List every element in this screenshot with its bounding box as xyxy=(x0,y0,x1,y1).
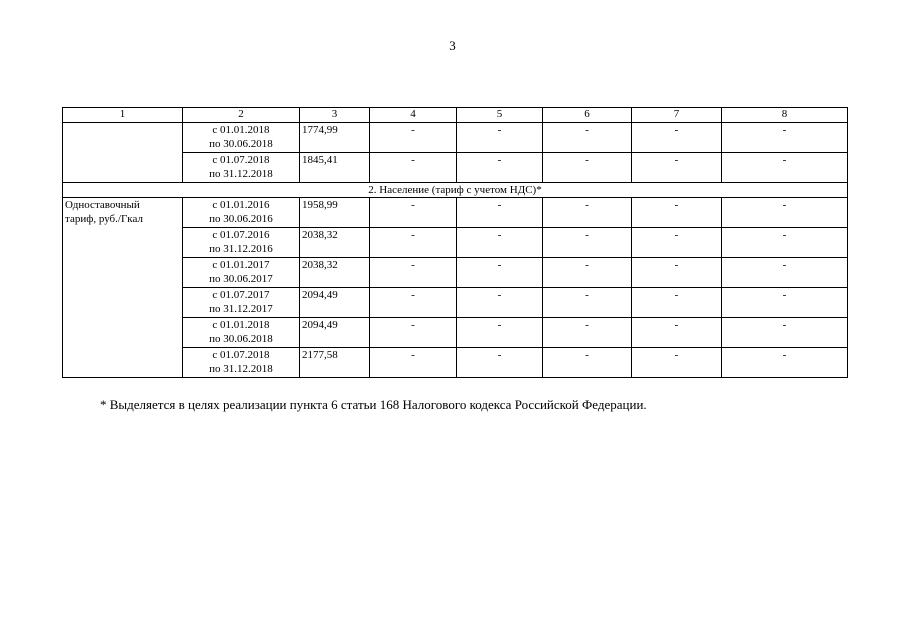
value-cell: 2177,58 xyxy=(300,348,370,378)
dash-cell: - xyxy=(722,198,848,228)
dash-cell: - xyxy=(543,228,632,258)
header-cell: 8 xyxy=(722,108,848,123)
header-cell: 6 xyxy=(543,108,632,123)
dash-cell: - xyxy=(722,348,848,378)
dash-cell: - xyxy=(632,228,722,258)
dash-cell: - xyxy=(543,258,632,288)
footnote: * Выделяется в целях реализации пункта 6 статьи 168 Налогового кодекса Российской Федерации. xyxy=(100,397,647,412)
tariff-label-cell: Одноставочный тариф, руб./Гкал xyxy=(63,198,183,378)
header-cell: 3 xyxy=(300,108,370,123)
dash-cell: - xyxy=(457,228,543,258)
section-title-row xyxy=(63,183,848,198)
dash-cell: - xyxy=(543,288,632,318)
dash-cell: - xyxy=(457,258,543,288)
header-row xyxy=(63,108,848,123)
dash-cell: - xyxy=(543,153,632,183)
section-title: 2. Население (тариф с учетом НДС)* xyxy=(63,183,848,198)
dash-cell: - xyxy=(722,153,848,183)
value-cell: 2094,49 xyxy=(300,318,370,348)
dash-cell: - xyxy=(370,228,457,258)
dash-cell: - xyxy=(370,123,457,153)
dash-cell: - xyxy=(370,258,457,288)
value-cell: 2038,32 xyxy=(300,258,370,288)
period-cell: с 01.07.2016 по 31.12.2016 xyxy=(183,228,300,258)
header-cell: 5 xyxy=(457,108,543,123)
dash-cell: - xyxy=(543,123,632,153)
dash-cell: - xyxy=(632,348,722,378)
dash-cell: - xyxy=(370,318,457,348)
dash-cell: - xyxy=(632,198,722,228)
value-cell: 1958,99 xyxy=(300,198,370,228)
dash-cell: - xyxy=(370,198,457,228)
value-cell: 1774,99 xyxy=(300,123,370,153)
period-cell: с 01.07.2018 по 31.12.2018 xyxy=(183,348,300,378)
dash-cell: - xyxy=(632,318,722,348)
dash-cell: - xyxy=(543,198,632,228)
period-cell: с 01.07.2018 по 31.12.2018 xyxy=(183,153,300,183)
period-cell: с 01.01.2016 по 30.06.2016 xyxy=(183,198,300,228)
dash-cell: - xyxy=(457,123,543,153)
value-cell: 2094,49 xyxy=(300,288,370,318)
dash-cell: - xyxy=(632,153,722,183)
dash-cell: - xyxy=(722,318,848,348)
value-cell: 2038,32 xyxy=(300,228,370,258)
dash-cell: - xyxy=(722,123,848,153)
value-cell: 1845,41 xyxy=(300,153,370,183)
tariff-table xyxy=(62,107,848,378)
dash-cell: - xyxy=(370,348,457,378)
table-row xyxy=(63,198,848,228)
period-cell: с 01.01.2018 по 30.06.2018 xyxy=(183,318,300,348)
dash-cell: - xyxy=(370,153,457,183)
dash-cell: - xyxy=(457,318,543,348)
dash-cell: - xyxy=(722,288,848,318)
page-number: 3 xyxy=(449,38,456,53)
dash-cell: - xyxy=(632,123,722,153)
dash-cell: - xyxy=(457,198,543,228)
header-cell: 7 xyxy=(632,108,722,123)
header-cell: 1 xyxy=(63,108,183,123)
empty-label-cell xyxy=(63,123,183,183)
dash-cell: - xyxy=(543,348,632,378)
header-cell: 2 xyxy=(183,108,300,123)
dash-cell: - xyxy=(722,228,848,258)
table-row xyxy=(63,123,848,153)
period-cell: с 01.01.2017 по 30.06.2017 xyxy=(183,258,300,288)
dash-cell: - xyxy=(632,258,722,288)
dash-cell: - xyxy=(457,153,543,183)
period-cell: с 01.07.2017 по 31.12.2017 xyxy=(183,288,300,318)
dash-cell: - xyxy=(457,348,543,378)
dash-cell: - xyxy=(457,288,543,318)
dash-cell: - xyxy=(370,288,457,318)
period-cell: с 01.01.2018 по 30.06.2018 xyxy=(183,123,300,153)
dash-cell: - xyxy=(543,318,632,348)
dash-cell: - xyxy=(722,258,848,288)
header-cell: 4 xyxy=(370,108,457,123)
dash-cell: - xyxy=(632,288,722,318)
